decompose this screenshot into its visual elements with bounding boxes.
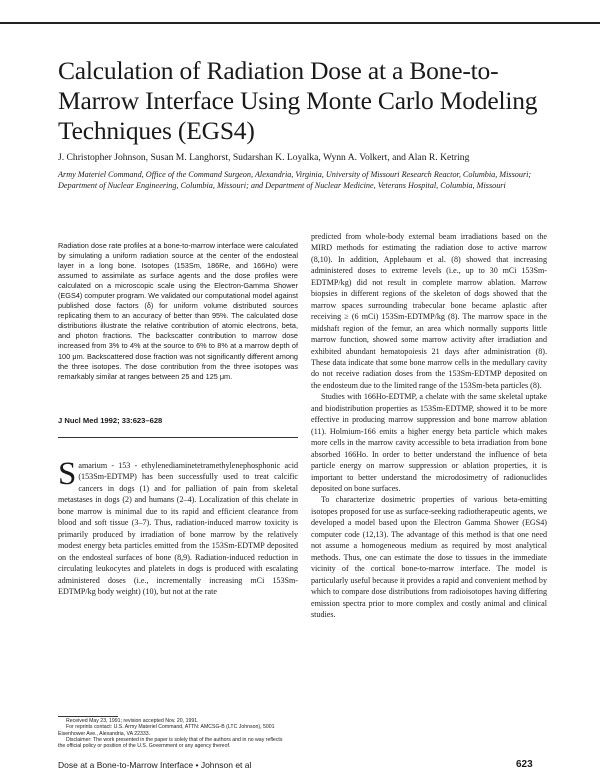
body-column-left (58, 456, 298, 597)
running-footer: Dose at a Bone-to-Marrow Interface • Johnson et al (58, 760, 252, 770)
top-rule (0, 22, 600, 24)
section-divider (58, 437, 298, 438)
article-title: Calculation of Radiation Dose at a Bone-to-Marrow Interface Using Monte Carlo Modeling Techniques (EGS4) (58, 56, 538, 145)
journal-citation: J Nucl Med 1992; 33:623–628 (58, 416, 163, 425)
body-paragraph: Studies with 166Ho-EDTMP, a chelate with the same skeletal uptake and biodistribution properties as 153Sm-EDTMP, showed it to be more effective in producing marrow suppression and bone marrow ablation (11). Holmium-166 emits a higher energy beta particle which makes more cells in the marrow cavity accessible to beta irradiation from bone absorbed 166Ho. In order to better understand the influence of beta particle energy on marrow suppression or ablation properties, it is important to better understand the microdosimetry of radionuclides deposited on bone surfaces. (311, 392, 547, 493)
abstract: Radiation dose rate profiles at a bone-to-marrow interface were calculated by simulating a uniform radiation source at the center of the endosteal layer in a long bone. Isotopes (153Sm, 186Re, and 166Ho) were assumed to assimilate as surface agents and the dose profiles were calculated on a microscopic scale using the Electron-Gamma Shower (EGS4) computer program. We validated our computational model against published dose factors (δ) for uniform volume distributed sources replicating them to an accuracy of better than 95%. The calculated dose distributions illustrate the relative contribution of atomic electrons, beta, and photon fractions. The backscatter contribution to marrow dose increased from 3% to 4% at the source to 6% to 8% at a marrow depth of 100 μm. Backscattered dose fraction was not significantly different among the three isotopes. The dose contribution from the three isotopes was remarkably similar at ranges between 25 and 125 μm. (58, 241, 298, 381)
intro-paragraph: amarium - 153 - ethylenediaminetetramethylenephosphonic acid (153Sm-EDTMP) has been successfully used to treat calcific cancers in dogs (1) and for palliation of pain from skeletal metastases in dogs (2) and humans (2–4). Localization of this chelate in bone marrow is minimal due to its rapid and efficient clearance from blood and soft tissue (3–7). Thus, radiation-induced marrow toxicity is primarily produced by irradiation of bone marrow by the relatively modest energy beta particles emitted from the 153Sm-EDTMP deposited on the endosteal surfaces of bone (8,9). Radiation-induced reduction in circulating leukocytes and platelets in dogs is produced with escalating administered doses (i.e., incrementally increasing mCi 153Sm-EDTMP/kg body weight) (10), but not at the rate (58, 461, 298, 596)
footnote-disclaimer: Disclaimer: The work presented in the paper is solely that of the authors and in no way reflects the official policy or position of the U.S. Government or any agency thereof. (58, 736, 283, 750)
footnote-received: Received May 23, 1991; revision accepted Nov. 20, 1991. (66, 718, 199, 724)
footnote-rule (58, 716, 118, 717)
body-paragraph: To characterize dosimetric properties of various beta-emitting isotopes proposed for use as surface-seeking radiotherapeutic agents, we developed a model based upon the Electron Gamma Shower (EGS4) computer code (12,13). The advantage of this method is that one need not assume a homogeneous medium as required by most analytical methods. Thus, one can estimate the dose to tissues in the immediate vicinity of the cortical bone-to-marrow interface. The model is particularly useful because it provides a rapid and convenient method by which to compare dose distributions from radioisotopes having differing emission spectra prior to more complex and costly animal and clinical studies. (311, 495, 547, 619)
author-list: J. Christopher Johnson, Susan M. Langhorst, Sudarshan K. Loyalka, Wynn A. Volkert, and Alan R. Ketring (58, 152, 470, 163)
footnotes (58, 718, 290, 749)
page-number: 623 (516, 759, 533, 770)
drop-cap: S (58, 456, 77, 492)
body-column-right (311, 231, 547, 620)
body-paragraph: predicted from whole-body external beam irradiations based on the MIRD methods for estimating the radiation dose to active marrow (8,10). In addition, Applebaum et al. (8) showed that increasing administered doses to extreme levels (i.e., up to 30 mCi 153Sm-EDTMP/kg) did not result in complete marrow ablation. Marrow biopsies in different regions of the skeleton of dogs showed that the marrow spaces surrounding trabecular bone became aplastic after receiving ≥ (6 mCi) 153Sm-EDTMP/kg (8). The marrow space in the midshaft region of the femur, an area which normally supports little marrow function, showed some marrow activity after irradiation and exhibited abundant hematopoiesis 21 days after administration (8). These data indicate that some bone marrow cells in the medullary cavity do not receive radiation doses from the 153Sm-EDTMP deposited on the endosteum due to the limited range of the 153Sm-beta particles (8). (311, 232, 547, 390)
affiliation: Army Materiel Command, Office of the Command Surgeon, Alexandria, Virginia, University of Missouri Research Reactor, Columbia, Missouri; Department of Nuclear Engineering, Columbia, Missouri; and Department of Nuclear Medicine, Veterans Hospital, Columbia, Missouri (58, 170, 532, 190)
footnote-reprints: For reprints contact: U.S. Army Materiel Command, ATTN: AMCSG-B (LTC Johnson), 5001 Eisenhower Ave., Alexandria, VA 22333. (58, 724, 275, 737)
